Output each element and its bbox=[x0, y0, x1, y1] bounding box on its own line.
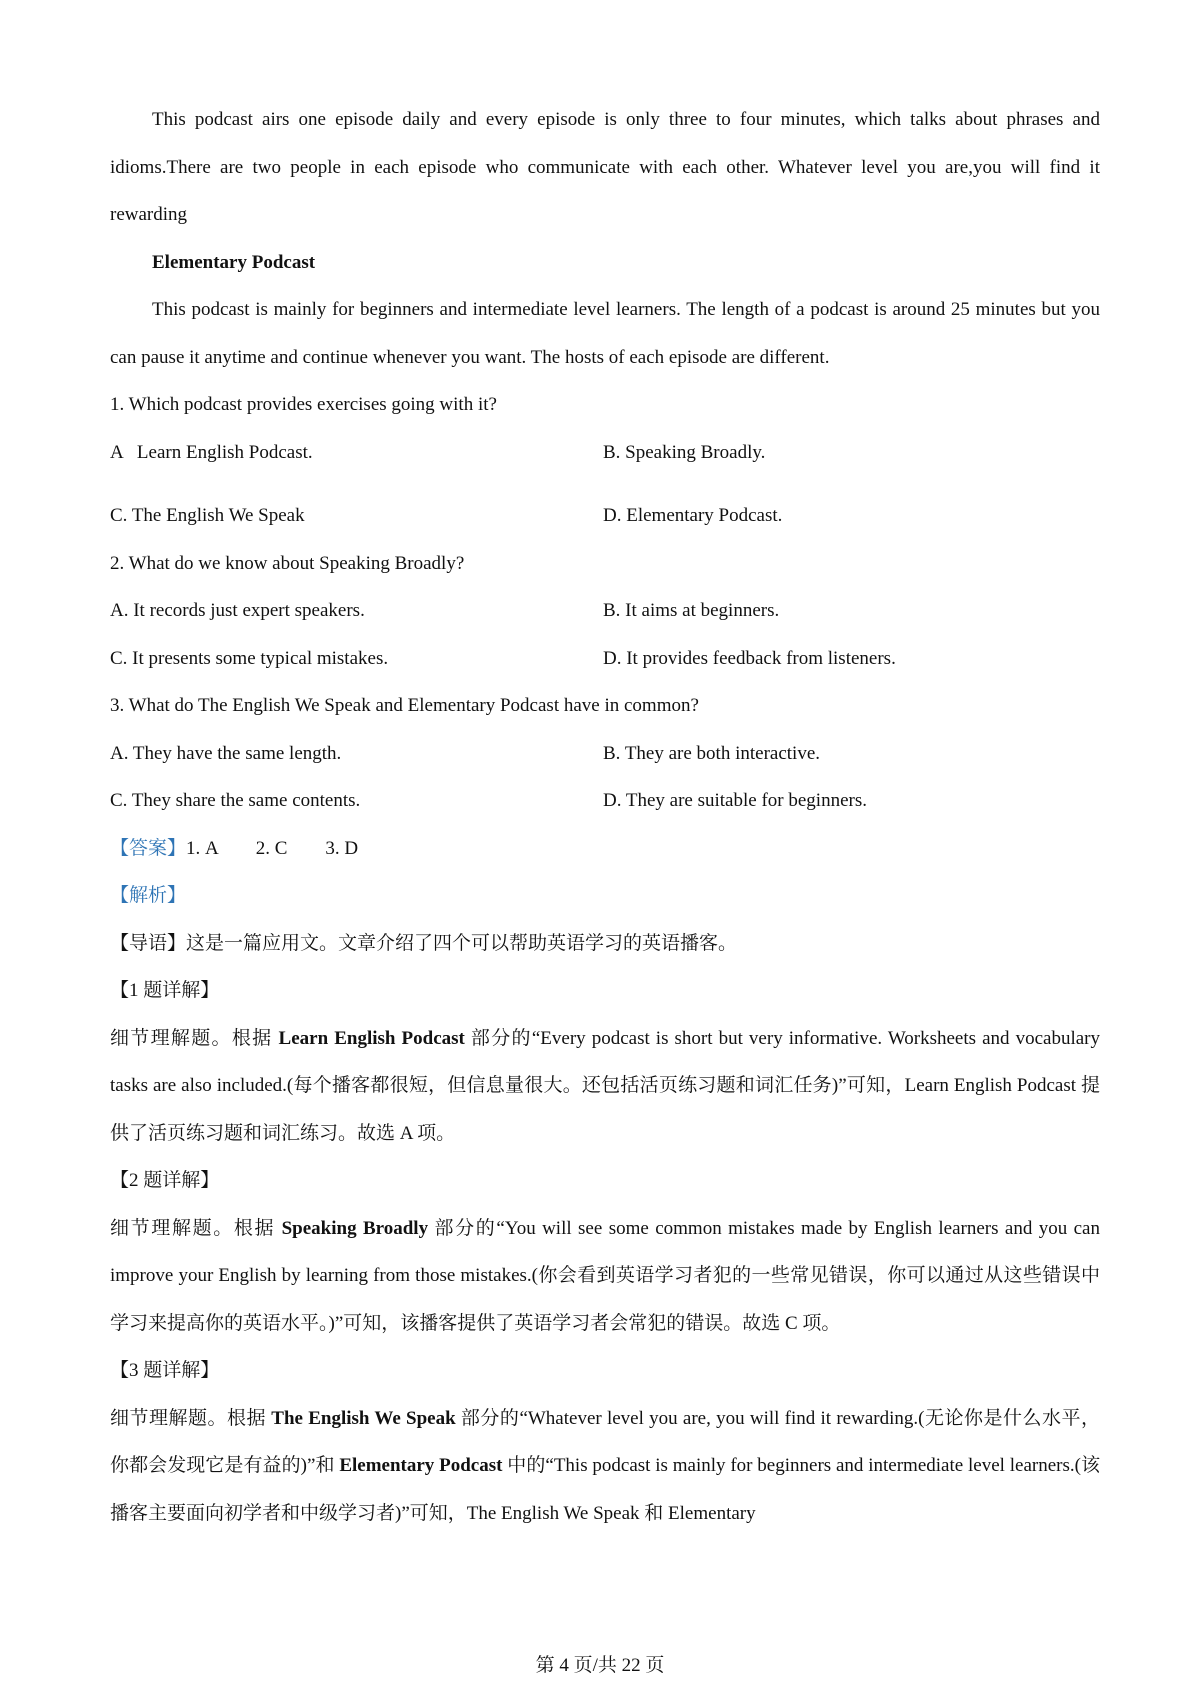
question-3-options-row-2 bbox=[110, 777, 1100, 825]
intro-paragraph: This podcast airs one episode daily and every episode is only three to four minutes, which talks about phrases and idioms.There are two people in each episode who communicate with each other. Whatever level you are,you will find it rewarding bbox=[110, 109, 1100, 225]
q3-detail-post: 中的“This podcast is mainly for beginners and intermediate level learners.(该播客主要面向初学者和中级学习者)”可知，The English We Speak 和 Elementary bbox=[110, 1455, 1100, 1524]
elementary-podcast-heading: Elementary Podcast bbox=[152, 251, 316, 273]
q3-detail-mid: 部分的“Whatever level you are, you will find it rewarding.(无论你是什么水平，你都会发现它是有益的)”和 bbox=[110, 1407, 1100, 1476]
question-3-option-d: D. They are suitable for beginners. bbox=[603, 790, 867, 811]
page-footer: 第 4 页/共 22 页 bbox=[535, 1655, 665, 1676]
q3-detail-bold-1: The English We Speak bbox=[271, 1407, 456, 1429]
document-page bbox=[110, 96, 1100, 1537]
question-2-options-row-1 bbox=[110, 587, 1100, 635]
q3-detail-title: 【3 题详解】 bbox=[110, 1360, 220, 1381]
answer-values: 1. A 2. C 3. D bbox=[186, 837, 359, 859]
analysis-label: 【解析】 bbox=[110, 885, 187, 906]
q2-detail-bold: Speaking Broadly bbox=[281, 1217, 429, 1239]
answer-label: 【答案】 bbox=[110, 837, 187, 859]
question-1-options-row-1 bbox=[110, 429, 1100, 477]
q3-detail-pre: 细节理解题。根据 bbox=[110, 1407, 272, 1429]
question-1-option-b: B. Speaking Broadly. bbox=[603, 441, 766, 463]
question-1-stem: 1. Which podcast provides exercises going with it? bbox=[110, 394, 497, 415]
question-2-options-row-2 bbox=[110, 635, 1100, 683]
q3-detail-bold-2: Elementary Podcast bbox=[339, 1455, 503, 1476]
question-2-option-c: C. It presents some typical mistakes. bbox=[110, 647, 389, 669]
q1-detail-title: 【1 题详解】 bbox=[110, 980, 220, 1001]
question-1-options-row-2 bbox=[110, 492, 1100, 540]
q1-detail-bold: Learn English Podcast bbox=[278, 1027, 465, 1049]
elementary-paragraph: This podcast is mainly for beginners and intermediate level learners. The length of a podcast is around 25 minutes but you can pause it anytime and continue whenever you want. The hosts of each episode are different. bbox=[110, 299, 1100, 368]
question-2-option-d: D. It provides feedback from listeners. bbox=[603, 647, 896, 669]
q2-detail-text bbox=[110, 1205, 1100, 1348]
question-3-options-row-1 bbox=[110, 730, 1100, 778]
question-1-option-c: C. The English We Speak bbox=[110, 505, 305, 526]
q3-detail-text bbox=[110, 1395, 1100, 1538]
question-3-option-a: A. They have the same length. bbox=[110, 742, 342, 764]
analysis-guide: 【导语】这是一篇应用文。文章介绍了四个可以帮助英语学习的英语播客。 bbox=[110, 932, 738, 954]
q1-detail-post: 部分的“Every podcast is short but very informative. Worksheets and vocabulary tasks are also included.(每个播客都很短，但信息量很大。还包括活页练习题和词汇任务)”可知，Learn English Podcast 提供了活页练习题和词汇练习。故选 A 项。 bbox=[110, 1027, 1100, 1144]
question-2-option-b: B. It aims at beginners. bbox=[603, 600, 780, 621]
q2-detail-pre: 细节理解题。根据 bbox=[110, 1217, 282, 1239]
answer-line bbox=[110, 825, 1100, 873]
question-1-option-a: A Learn English Podcast. bbox=[110, 441, 313, 463]
question-2-stem: 2. What do we know about Speaking Broadly? bbox=[110, 552, 465, 574]
question-2-option-a: A. It records just expert speakers. bbox=[110, 600, 365, 621]
q1-detail-pre: 细节理解题。根据 bbox=[110, 1027, 279, 1049]
q2-detail-post: 部分的“You will see some common mistakes made by English learners and you can improve your English by learning from those mistakes.(你会看到英语学习者犯的一些常见错误，你可以通过从这些错误中学习来提高你的英语水平。)”可知，该播客提供了英语学习者会常犯的错误。故选 C 项。 bbox=[110, 1217, 1100, 1334]
question-3-option-b: B. They are both interactive. bbox=[603, 742, 821, 764]
q1-detail-text bbox=[110, 1015, 1100, 1158]
question-1-option-d: D. Elementary Podcast. bbox=[603, 505, 783, 526]
question-3-stem: 3. What do The English We Speak and Elementary Podcast have in common? bbox=[110, 695, 699, 716]
question-3-option-c: C. They share the same contents. bbox=[110, 790, 361, 811]
q2-detail-title: 【2 题详解】 bbox=[110, 1170, 220, 1191]
